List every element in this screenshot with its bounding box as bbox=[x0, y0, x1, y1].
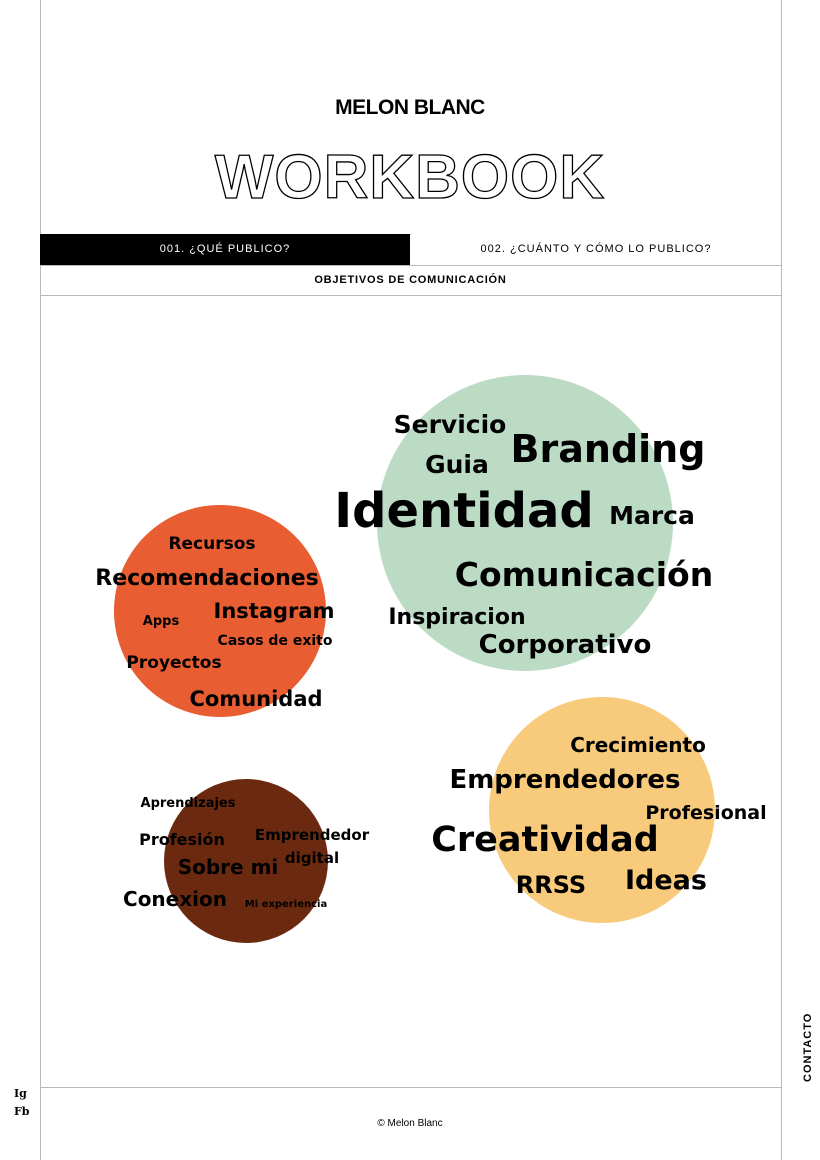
cloud-word: Aprendizajes bbox=[140, 796, 236, 811]
cloud-word: Servicio bbox=[393, 410, 507, 439]
cloud-word: Profesión bbox=[139, 830, 225, 849]
cloud-word: Marca bbox=[609, 501, 695, 530]
cloud-word: Sobre mi bbox=[177, 855, 279, 879]
tab-que-publico[interactable]: 001. ¿QUÉ PUBLICO? bbox=[40, 234, 410, 265]
cloud-word: Branding bbox=[510, 427, 706, 471]
cloud-word: Conexion bbox=[123, 887, 227, 911]
cloud-word: Comunidad bbox=[189, 687, 323, 711]
cloud-word: Proyectos bbox=[126, 653, 222, 673]
cloud-word: Casos de exito bbox=[217, 633, 333, 649]
contact-link[interactable]: CONTACTO bbox=[802, 1012, 814, 1082]
facebook-link[interactable]: Fb bbox=[14, 1105, 30, 1118]
cloud-word: Crecimiento bbox=[570, 733, 706, 757]
tab-cuanto-y-como[interactable]: 002. ¿CUÁNTO Y CÓMO LO PUBLICO? bbox=[411, 234, 781, 265]
cloud-word: Emprendedor bbox=[254, 826, 370, 844]
cloud-word: Inspiracion bbox=[388, 605, 526, 630]
footer-copyright: © Melon Blanc bbox=[377, 1118, 443, 1129]
section-title: OBJETIVOS DE COMUNICACIÓN bbox=[314, 274, 507, 286]
cloud-word: Ideas bbox=[625, 865, 707, 896]
page-title: WORKBOOK bbox=[214, 143, 606, 212]
cloud-word: Profesional bbox=[645, 802, 767, 824]
cloud-word: Creatividad bbox=[431, 820, 659, 860]
cloud-word: Instagram bbox=[213, 599, 335, 623]
cloud-word: Comunicación bbox=[454, 555, 714, 594]
instagram-link[interactable]: Ig bbox=[14, 1087, 27, 1100]
cloud-word: digital bbox=[284, 849, 340, 867]
brand-logo: MELON BLANC bbox=[335, 96, 485, 119]
cloud-word: Corporativo bbox=[478, 630, 652, 660]
cloud-word: RRSS bbox=[515, 871, 587, 899]
cloud-word: Mi experiencia bbox=[244, 899, 328, 910]
cloud-word: Recursos bbox=[168, 534, 256, 554]
cloud-word: Identidad bbox=[334, 483, 594, 539]
cloud-word: Recomendaciones bbox=[95, 566, 319, 591]
cloud-word: Apps bbox=[142, 614, 180, 629]
cloud-word: Emprendedores bbox=[449, 765, 681, 795]
cloud-word: Guia bbox=[425, 450, 489, 479]
